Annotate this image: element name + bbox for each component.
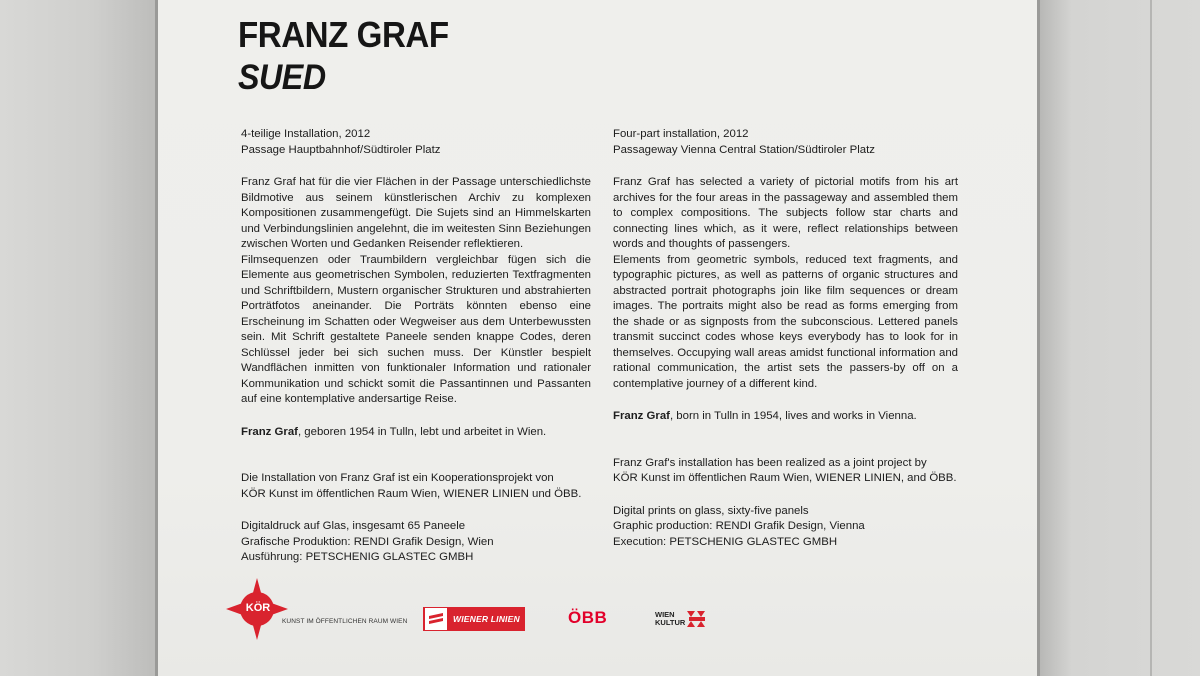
wall-left — [0, 0, 155, 676]
english-body: Franz Graf has selected a variety of pictorial motifs from his art archives for the four areas in the passageway and assembled them to complex compositions. The subjects follow star charts and connecting lines which, as it were, reflect relationships between words and thoughts of passengers. Elements from geometric symbols, reduced text fragments, and typographic pictures, as well as patterns of organic structures and abstracted portrait photographs join like film sequences or dream images. The portraits might also be read as forms emerging from the shade or as signposts from the subconscious. Lettered panels transmit succinct codes whose keys everybody has to look for in themselves. Occupying wall areas amidst functional information and rational communication, the artist sets the passers-by off on a contemplative journey of a different kind. — [613, 176, 958, 390]
german-bio-text: , geboren 1954 in Tulln, lebt und arbeitet in Wien. — [297, 425, 547, 438]
info-panel — [155, 0, 1040, 676]
german-project: Die Installation von Franz Graf ist ein Kooperationsprojekt von KÖR Kunst im öffentlichen Raum Wien, WIENER LINIEN und ÖBB. — [241, 472, 582, 500]
wall-seam — [1150, 0, 1152, 676]
wiener-linien-icon — [425, 608, 447, 630]
wiener-linien-text: WIENER LINIEN — [453, 614, 520, 624]
english-meta: Four-part installation, 2012 Passageway Vienna Central Station/Südtiroler Platz — [613, 128, 875, 156]
german-bio-name: Franz Graf — [241, 425, 298, 438]
wien-kultur-icon — [687, 611, 707, 627]
english-bio-text: , born in Tulln in 1954, lives and works in Vienna. — [669, 410, 917, 422]
english-bio-name: Franz Graf — [613, 410, 670, 422]
german-credits: Digitaldruck auf Glas, insgesamt 65 Paneele Grafische Produktion: RENDI Grafik Design, Wien Ausführung: PETSCHENIG GLASTEC GMBH — [241, 520, 494, 563]
obb-logo: ÖBB — [568, 608, 608, 627]
english-credits: Digital prints on glass, sixty-five panels Graphic production: RENDI Grafik Design, Vienna Execution: PETSCHENIG GLASTEC GMBH — [613, 504, 865, 548]
koer-logo-text: KÖR — [245, 602, 271, 614]
english-project: Franz Graf's installation has been realized as a joint project by KÖR Kunst im öffentlichen Raum Wien, WIENER LINIEN, and ÖBB. — [613, 456, 957, 484]
artist-name: FRANZ GRAF — [238, 14, 449, 55]
koer-tagline: KUNST IM ÖFFENTLICHEN RAUM WIEN — [282, 618, 408, 625]
wall-right — [1040, 0, 1200, 676]
german-meta: 4-teilige Installation, 2012 Passage Hauptbahnhof/Südtiroler Platz — [241, 128, 441, 156]
german-body: Franz Graf hat für die vier Flächen in der Passage unterschiedlichste Bildmotive aus seinem künstlerischen Archiv zu komplexen Kompositionen zusammengefügt. Die Sujets sind an Himmelskarten und Verbindungslinien angelehnt, die im weitesten Sinn Beziehungen zwischen Worten und Gedanken Reisender reflektieren. Filmsequenzen oder Traumbildern vergleichbar fügen sich die Elemente aus geometrischen Symbolen, reduzierten Textfragmenten und Schriftbildern, Mustern organischer Strukturen und abstrahierten Porträtfotos aneinander. Die Porträts könnten ebenso eine Erscheinung im Schatten oder Wegweiser aus dem Unterbewussten sein. Mit Schrift gestaltete Paneele senden knappe Codes, deren Schlüssel jeder bei sich suchen muss. Der Künstler bespielt Wandflächen inmitten von funktionaler Information und rationaler Kommunikation und schickt somit die Passantinnen und Passanten auf eine kontemplative andersartige Reise. — [241, 176, 591, 405]
wien-kultur-text: WIEN KULTUR — [655, 610, 686, 627]
wiener-linien-logo — [423, 607, 525, 631]
english-bio — [613, 409, 958, 425]
german-column — [241, 127, 591, 566]
work-title: SUED — [238, 58, 326, 97]
english-column — [613, 127, 958, 550]
sponsor-logos — [158, 574, 1043, 644]
wien-kultur-logo — [655, 609, 707, 629]
german-bio — [241, 425, 591, 441]
